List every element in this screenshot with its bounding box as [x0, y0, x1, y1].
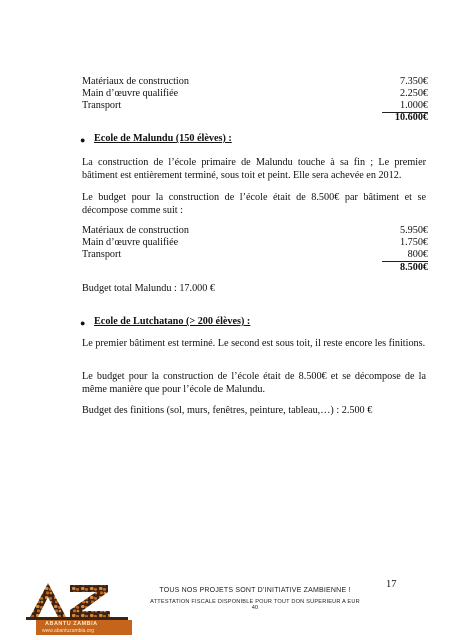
bullet-icon: ●	[80, 318, 86, 328]
table1-row-amount: 1.000€	[399, 100, 428, 111]
section-heading-malundu: Ecole de Malundu (150 élèves) :	[94, 133, 232, 144]
table1-row-amount: 2.250€	[399, 88, 428, 99]
logo-url: www.abantuzambia.org	[42, 628, 94, 634]
footer-tax-line: ATTESTATION FISCALE DISPONIBLE POUR TOUT DON SUPERIEUR A EUR 40	[150, 599, 360, 611]
malundu-budget-total: Budget total Malundu : 17.000 €	[82, 283, 215, 294]
table1-row-amount: 7.350€	[399, 76, 428, 87]
malundu-paragraph-progress: La construction de l’école primaire de Malundu touche à sa fin ; Le premier bâtiment est entièrement terminé, sous toit et peint. Elle sera achevée en 2012.	[82, 157, 426, 181]
table1-row-label: Matériaux de construction	[82, 76, 189, 87]
bullet-icon: ●	[80, 135, 86, 145]
malundu-paragraph-budget: Le budget pour la construction de l’école était de 8.500€ par bâtiment et se décompose comme suit :	[82, 192, 426, 216]
table1-row-label: Transport	[82, 100, 122, 111]
malundu-row-label: Main d’œuvre qualifiée	[82, 237, 179, 248]
page-number: 17	[386, 579, 397, 590]
malundu-total: 8.500€	[399, 262, 428, 273]
footer-initiative-line: TOUS NOS PROJETS SONT D’INITIATIVE ZAMBIENNE !	[159, 587, 351, 594]
malundu-row-amount: 800€	[407, 249, 428, 260]
malundu-row-label: Matériaux de construction	[82, 225, 189, 236]
lutchatano-paragraph-finishing: Budget des finitions (sol, murs, fenêtres, peinture, tableau,…) : 2.500 €	[82, 405, 373, 416]
section-heading-lutchatano: Ecole de Lutchatano (> 200 élèves) :	[94, 316, 251, 327]
malundu-row-label: Transport	[82, 249, 122, 260]
lutchatano-paragraph-budget: Le budget pour la construction de l’école était de 8.500€ et se décompose de la même manière que pour l’école de Malundu.	[82, 371, 426, 395]
table1-total: 10.600€	[394, 112, 428, 123]
logo-name: ABANTU ZAMBIA	[45, 621, 98, 627]
malundu-row-amount: 1.750€	[399, 237, 428, 248]
malundu-row-amount: 5.950€	[399, 225, 428, 236]
lutchatano-paragraph-status: Le premier bâtiment est terminé. Le second est sous toit, il reste encore les finitions.	[82, 338, 426, 349]
table1-row-label: Main d’œuvre qualifiée	[82, 88, 179, 99]
